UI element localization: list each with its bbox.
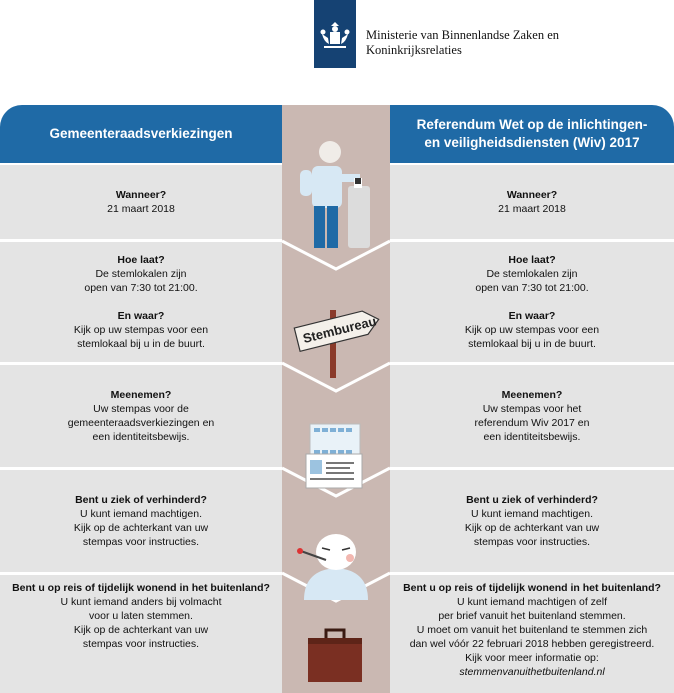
suitcase-icon bbox=[304, 626, 366, 686]
ministry-name bbox=[366, 28, 559, 58]
right-abroad-link[interactable]: stemmenvanuithetbuitenland.nl bbox=[459, 666, 605, 678]
right-where-question: En waar? bbox=[508, 310, 556, 322]
left-time-answer-1: De stemlokalen zijn bbox=[95, 268, 187, 280]
left-where-answer-2: stemlokaal bij u in de buurt. bbox=[77, 338, 205, 350]
left-abroad-answer-3: Kijk op de achterkant van uw bbox=[73, 624, 209, 636]
left-when-row bbox=[0, 165, 282, 239]
left-where-answer-1: Kijk op uw stempas voor een bbox=[73, 324, 209, 336]
left-abroad-answer-2: voor u laten stemmen. bbox=[89, 610, 193, 622]
right-ill-answer-1: U kunt iemand machtigen. bbox=[471, 508, 593, 520]
right-abroad-answer-3: U moet om vanuit het buitenland te stemmen zich bbox=[416, 624, 648, 636]
signpost-icon bbox=[288, 300, 384, 380]
coat-of-arms-icon bbox=[314, 0, 356, 68]
voter-at-ballot-box-icon bbox=[292, 138, 382, 253]
right-abroad-question: Bent u op reis of tijdelijk wonend in het buitenland? bbox=[403, 582, 661, 594]
right-column bbox=[390, 105, 674, 693]
sick-person-thermometer-icon bbox=[294, 530, 378, 600]
left-abroad-answer-4: stempas voor instructies. bbox=[82, 638, 200, 650]
right-abroad-answer-2: per brief vanuit het buitenland stemmen. bbox=[438, 610, 626, 622]
header bbox=[0, 0, 674, 105]
voting-pass-id-card-icon bbox=[304, 420, 370, 492]
right-bring-answer-2: referendum Wiv 2017 en bbox=[474, 417, 590, 429]
left-where-question: En waar? bbox=[117, 310, 165, 322]
left-ill-row bbox=[0, 470, 282, 572]
right-ill-question: Bent u ziek of verhinderd? bbox=[466, 494, 598, 506]
left-time-where-row bbox=[0, 242, 282, 362]
left-title: Gemeenteraadsverkiezingen bbox=[0, 105, 282, 163]
left-bring-question: Meenemen? bbox=[110, 389, 172, 401]
right-bring-answer-3: een identiteitsbewijs. bbox=[483, 431, 581, 443]
right-ill-answer-3: stempas voor instructies. bbox=[473, 536, 591, 548]
left-ill-answer-3: stempas voor instructies. bbox=[82, 536, 200, 548]
left-time-question: Hoe laat? bbox=[117, 254, 165, 266]
right-time-question: Hoe laat? bbox=[508, 254, 556, 266]
right-abroad-answer-5: Kijk voor meer informatie op: bbox=[465, 652, 599, 664]
left-abroad-answer-1: U kunt iemand anders bij volmacht bbox=[60, 596, 222, 608]
ministry-line-1: Ministerie van Binnenlandse Zaken en bbox=[366, 28, 559, 42]
left-time-answer-2: open van 7:30 tot 21:00. bbox=[84, 282, 198, 294]
right-bring-row bbox=[390, 365, 674, 467]
right-title bbox=[390, 105, 674, 163]
right-time-where-row bbox=[390, 242, 674, 362]
left-ill-answer-2: Kijk op de achterkant van uw bbox=[73, 522, 209, 534]
left-abroad-question: Bent u op reis of tijdelijk wonend in het buitenland? bbox=[12, 582, 270, 594]
left-ill-question: Bent u ziek of verhinderd? bbox=[75, 494, 207, 506]
right-abroad-row bbox=[390, 575, 674, 693]
right-where-answer-1: Kijk op uw stempas voor een bbox=[464, 324, 600, 336]
right-time-answer-1: De stemlokalen zijn bbox=[486, 268, 578, 280]
right-abroad-answer-4: dan wel vóór 22 februari 2018 hebben geregistreerd. bbox=[409, 638, 655, 650]
right-time-answer-2: open van 7:30 tot 21:00. bbox=[475, 282, 589, 294]
right-when-answer: 21 maart 2018 bbox=[498, 203, 566, 215]
left-bring-answer-3: een identiteitsbewijs. bbox=[92, 431, 190, 443]
right-when-question: Wanneer? bbox=[506, 189, 558, 201]
ministry-line-2: Koninkrijksrelaties bbox=[366, 43, 462, 57]
right-abroad-answer-1: U kunt iemand machtigen of zelf bbox=[457, 596, 607, 608]
left-when-question: Wanneer? bbox=[115, 189, 167, 201]
right-title-line-2: en veiligheidsdiensten (Wiv) 2017 bbox=[424, 135, 640, 150]
right-bring-question: Meenemen? bbox=[501, 389, 563, 401]
left-abroad-row bbox=[0, 575, 282, 693]
left-column bbox=[0, 105, 282, 693]
left-bring-answer-2: gemeenteraadsverkiezingen en bbox=[67, 417, 215, 429]
left-bring-answer-1: Uw stempas voor de bbox=[93, 403, 189, 415]
right-ill-answer-2: Kijk op de achterkant van uw bbox=[464, 522, 600, 534]
right-where-answer-2: stemlokaal bij u in de buurt. bbox=[468, 338, 596, 350]
right-ill-row bbox=[390, 470, 674, 572]
right-when-row bbox=[390, 165, 674, 239]
left-ill-answer-1: U kunt iemand machtigen. bbox=[80, 508, 202, 520]
left-when-answer: 21 maart 2018 bbox=[107, 203, 175, 215]
right-title-line-1: Referendum Wet op de inlichtingen- bbox=[416, 117, 648, 132]
left-bring-row bbox=[0, 365, 282, 467]
right-bring-answer-1: Uw stempas voor het bbox=[482, 403, 582, 415]
signpost-label: Stembureau bbox=[301, 313, 378, 346]
